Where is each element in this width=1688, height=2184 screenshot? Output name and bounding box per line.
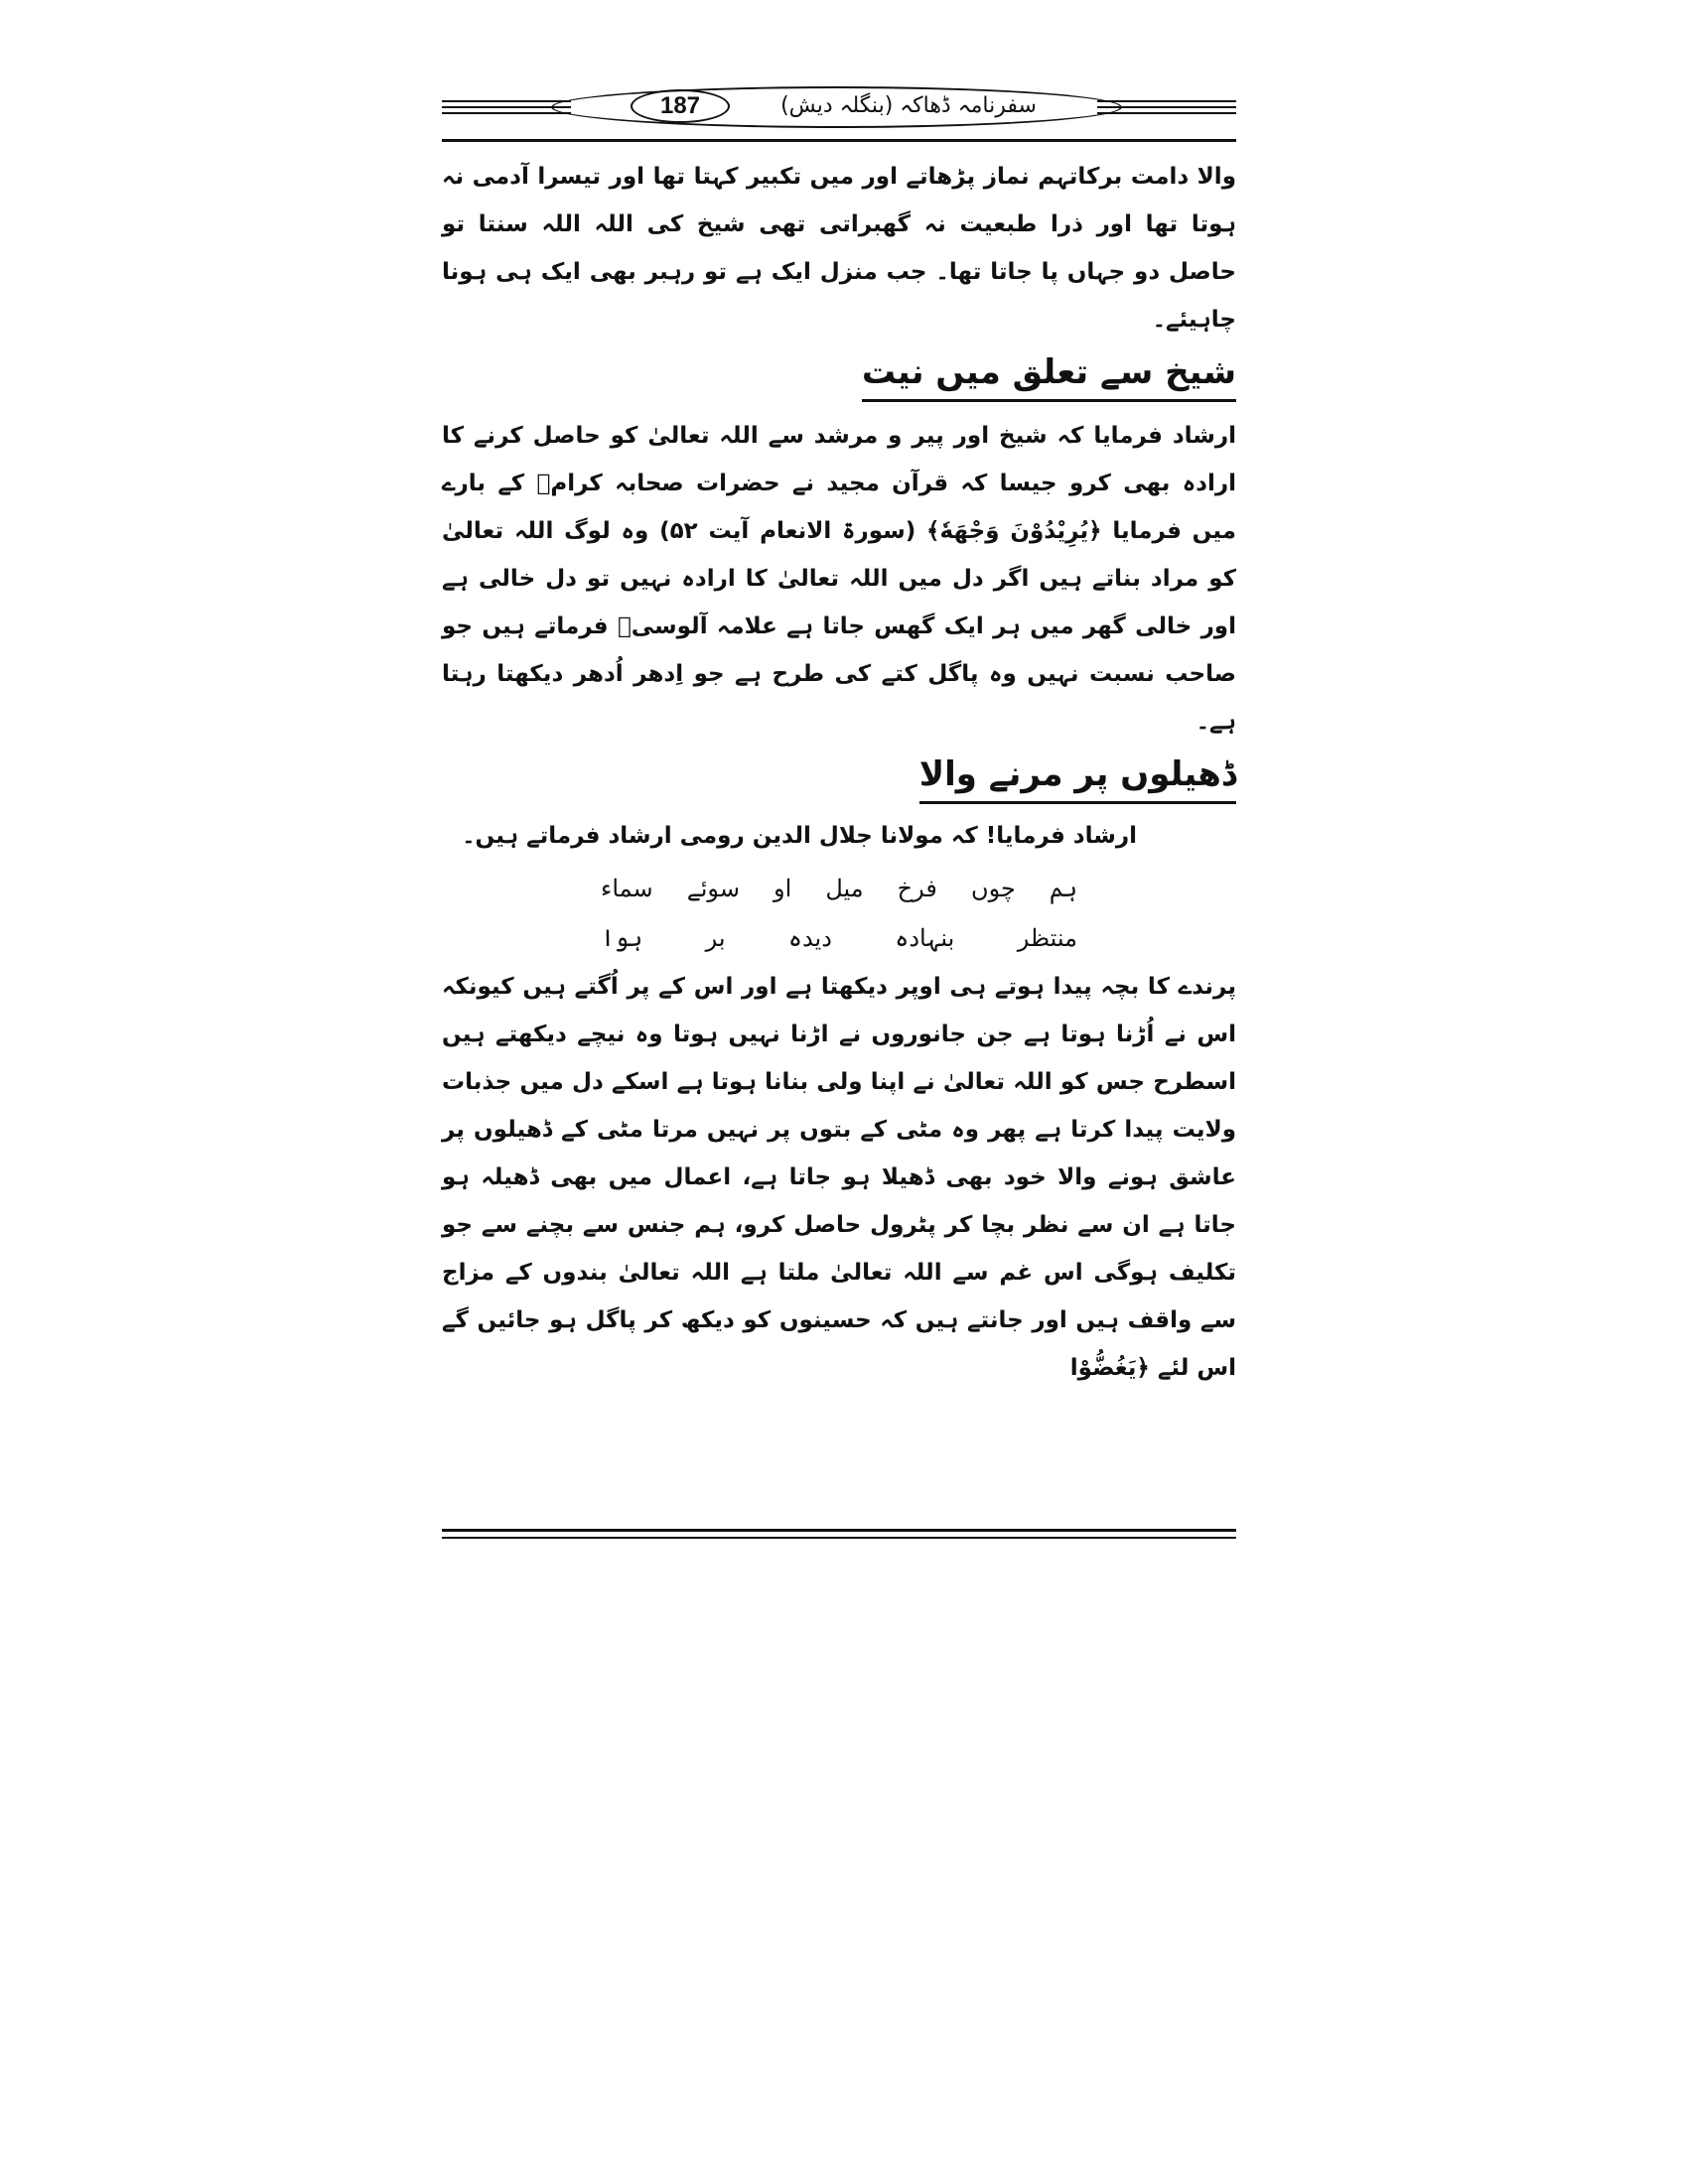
persian-couplet: [601, 864, 1077, 963]
section-heading-dheelon: ڈھیلوں پر مرنے والا: [919, 750, 1236, 804]
poem-word: بر: [705, 924, 726, 952]
running-title: سفرنامہ ڈھاکہ (بنگلہ دیش): [780, 93, 1037, 118]
poem-word: میل: [825, 875, 864, 902]
section-heading-wrap: [442, 750, 1236, 804]
couplet-line-2: [601, 913, 1077, 963]
header-rule-right: [1097, 112, 1236, 114]
poem-word: چوں: [970, 875, 1016, 902]
poem-word: سوئے: [686, 875, 740, 902]
header-rule-right: [1097, 100, 1236, 102]
paragraph-3: پرندے کا بچہ پیدا ہوتے ہی اوپر دیکھتا ہے اور اس کے پر اُگتے ہیں کیونکہ اس نے اُڑنا ہوتا ہے جن جانوروں نے اڑنا نہیں ہوتا وہ نیچے دیکھتے ہیں اسطرح جس کو اللہ تعالیٰ نے اپنا ولی بنانا ہوتا ہے اسکے دل میں جذبات ولایت پیدا کرتا ہے پھر وہ مٹی کے بتوں پر نہیں مرتا مٹی کے ڈھیلوں پر عاشق ہونے والا خود بھی ڈھیلا ہو جاتا ہے، اعمال میں بھی ڈھیلہ ہو جاتا ہے ان سے نظر بچا کر پٹرول حاصل کرو، ہم جنس سے بچنے سے جو تکلیف ہوگی اس غم سے اللہ تعالیٰ ملتا ہے اللہ تعالیٰ بندوں کے مزاج سے واقف ہیں اور جانتے ہیں کہ حسینوں کو دیکھ کر پاگل ہو جائیں گے اس لئے ﴿یَغُضُّوْا: [442, 974, 1236, 1381]
footer-rule: [442, 1529, 1236, 1532]
book-page: [442, 81, 1236, 1551]
poem-word: بنہادہ: [895, 924, 955, 952]
header-rule-left: [442, 100, 571, 102]
page-header: [442, 81, 1236, 141]
couplet-line-1: [601, 864, 1077, 913]
poem-word: سماء: [601, 875, 653, 902]
footer-rule: [442, 1537, 1236, 1539]
section-heading-wrap: [442, 347, 1236, 402]
poem-word: ہوا: [601, 924, 643, 952]
poem-word: ہم: [1049, 875, 1077, 902]
poem-word: او: [774, 875, 792, 902]
header-divider: [442, 139, 1236, 142]
page-body: [442, 153, 1236, 1392]
page-number: 187: [631, 89, 730, 123]
paragraph-2: ارشاد فرمایا کہ شیخ اور پیر و مرشد سے اللہ تعالیٰ کو حاصل کرنے کا ارادہ بھی کرو جیسا کہ قرآن مجید نے حضرات صحابہ کرامؓ کے بارے میں فرمایا ﴿یُرِیْدُوْنَ وَجْهَهٗ﴾ (سورۃ الانعام آیت ۵۲) وہ لوگ اللہ تعالیٰ کو مراد بناتے ہیں اگر دل میں اللہ تعالیٰ کا ارادہ نہیں تو دل خالی ہے اور خالی گھر میں ہر ایک گھس جاتا ہے علامہ آلوسیؒ فرماتے ہیں جو صاحب نسبت نہیں وہ پاگل کتے کی طرح ہے جو اِدھر اُدھر دیکھتا رہتا ہے۔: [442, 423, 1236, 735]
poem-intro: ارشاد فرمایا! کہ مولانا جلال الدین رومی ارشاد فرماتے ہیں۔: [462, 823, 1137, 849]
paragraph-1: والا دامت برکاتہم نماز پڑھاتے اور میں تکبیر کہتا تھا اور تیسرا آدمی نہ ہوتا تھا اور ذرا طبعیت نہ گھبراتی تھی شیخ کی اللہ اللہ سنتا تو حاصل دو جہاں پا جاتا تھا۔ جب منزل ایک ہے تو رہبر بھی ایک ہی ہونا چاہیئے۔: [442, 164, 1236, 333]
section-heading-sheikh-niyyat: شیخ سے تعلق میں نیت: [862, 347, 1236, 402]
poem-word: دیدہ: [787, 924, 832, 952]
header-rule-left: [442, 112, 571, 114]
poem-word: منتظر: [1017, 924, 1077, 952]
poem-word: فرخ: [897, 875, 937, 902]
